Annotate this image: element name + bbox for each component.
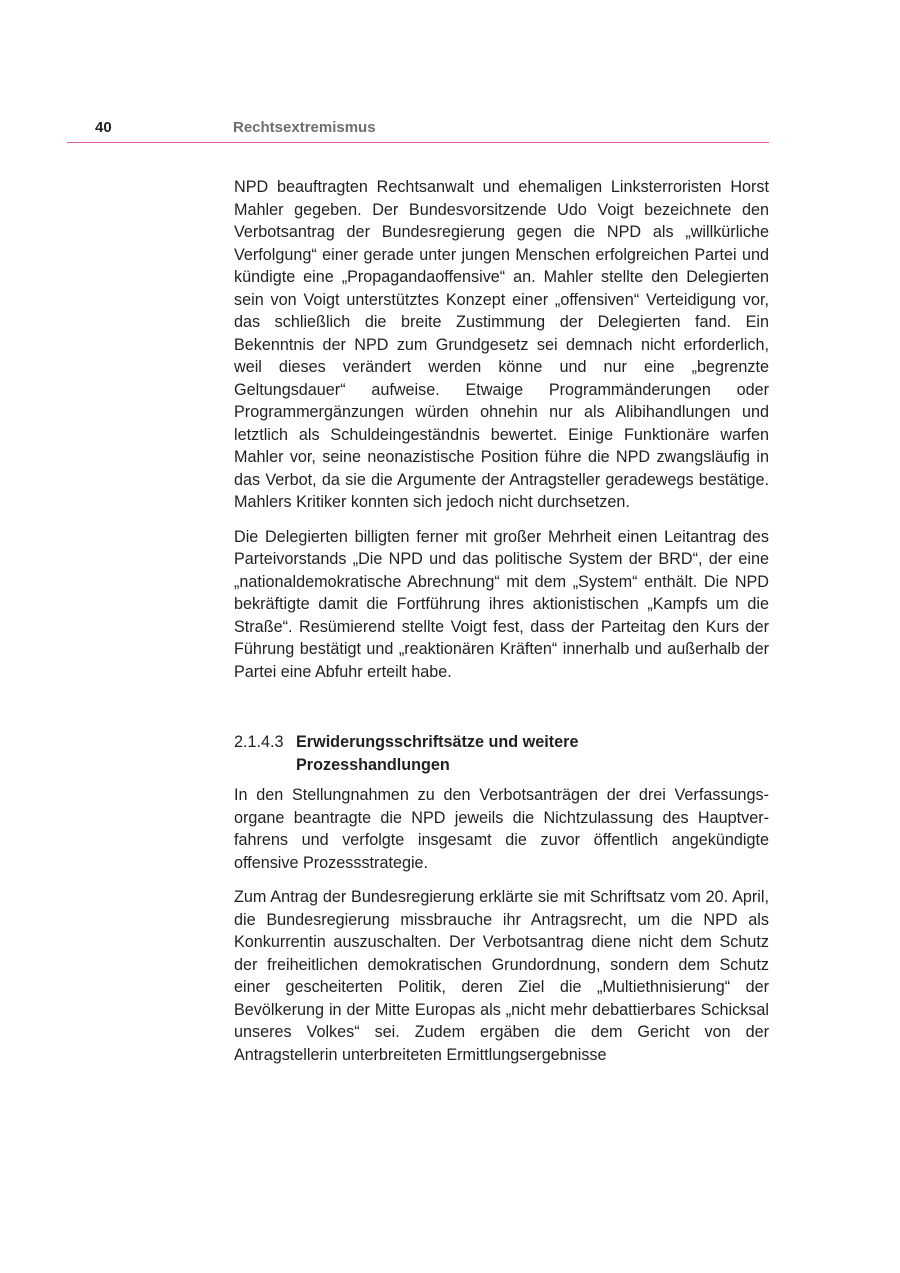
paragraph: NPD beauftragten Rechtsanwalt und ehemaligen Linksterroristen Horst Mahler gegeben. Der Bundesvorsitzende Udo Voigt bezeichnete den Verbotsantrag der Bundesregierung gegen die NPD als „willkürliche Verfolgung“ einer gerade unter jungen Menschen erfolgreichen Partei und kündigte eine „Propagandaoffensive“ an. Mahler stellte den Delegierten sein von Voigt unterstütztes Konzept einer „offensiven“ Verteidigung vor, das schließlich die breite Zustimmung der Delegierten fand. Ein Bekenntnis der NPD zum Grundgesetz sei demnach nicht erforderlich, weil dieses verändert werden könne und nur eine „begrenzte Geltungsdauer“ aufweise. Etwaige Programmänderungen oder Programmergänzungen würden ohnehin nur als Alibihandlungen und letztlich als Schuldeingeständnis bewertet. Einige Funktionäre warfen Mahler vor, seine neonazistische Position führe die NPD zwangsläufig in das Verbot, da sie die Argumente der Antragsteller geradewegs bestätige. Mahlers Kritiker konnten sich jedoch nicht durchsetzen.	[234, 178, 769, 511]
paragraph: In den Stellungnahmen zu den Verbotsanträgen der drei Verfassungsorgane beantragte die NPD jeweils die Nichtzulassung des Hauptverfahrens und verfolgte insgesamt die zuvor öffentlich angekündigte offensive Prozessstrategie.	[234, 786, 769, 872]
body-text	[234, 176, 769, 1066]
section-number: 2.1.4.3	[234, 733, 284, 751]
section-title-line: Erwiderungsschriftsätze und weitere	[296, 733, 579, 751]
section-title	[296, 731, 578, 776]
running-header	[67, 116, 769, 143]
section-heading	[234, 731, 769, 776]
chapter-title: Rechtsextremismus	[233, 119, 376, 136]
paragraph: Die Delegierten billigten ferner mit großer Mehrheit einen Leitantrag des Parteivorstands „Die NPD und das politische System der BRD“, der eine „nationaldemokratische Abrechnung“ mit dem „System“ enthält. Die NPD bekräftigte damit die Fortführung ihres aktionistischen „Kampfs um die Straße“. Resümierend stellte Voigt fest, dass der Parteitag den Kurs der Führung bestätigt und „reaktionären Kräften“ innerhalb und außerhalb der Partei eine Abfuhr erteilt habe.	[234, 527, 769, 681]
section-title-line: Prozesshandlungen	[296, 755, 450, 774]
page-number: 40	[95, 119, 112, 136]
paragraph: Zum Antrag der Bundesregierung erklärte sie mit Schriftsatz vom 20. April, die Bundesregierung missbrauche ihr Antragsrecht, um die NPD als Konkurrentin auszuschalten. Der Verbotsantrag diene nicht dem Schutz der freiheitlichen demokratischen Grundordnung, sondern dem Schutz einer gescheiterten Politik, deren Ziel die „Multiethnisierung“ der Bevölkerung in der Mitte Europas als „nicht mehr debattierbares Schicksal unseres Volkes“ sei. Zudem ergäben die dem Gericht von der Antragstellerin unterbreiteten Ermittlungsergebnisse	[234, 888, 769, 1064]
